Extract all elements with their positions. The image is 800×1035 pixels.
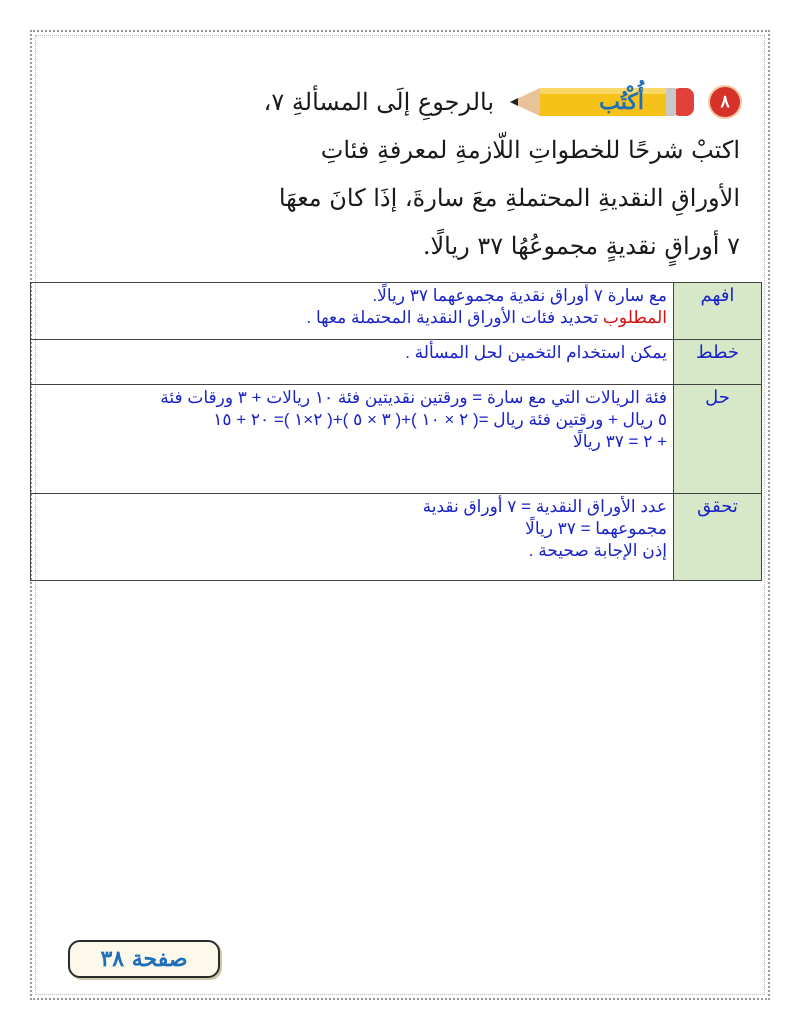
pencil-icon [500,82,700,122]
table-row-plan [31,340,762,385]
understand-line-2: المطلوب تحديد فئات الأوراق النقدية المحتملة معها . [306,308,667,327]
problem-line-2: اكتبْ شرحًا للخطواتِ اللّازمةِ لمعرفةِ فئاتِ [320,136,740,164]
step-label-verify: تحقق [674,494,762,581]
verify-line-1: عدد الأوراق النقدية = ٧ أوراق نقدية [422,497,667,516]
write-badge-label: أُكْتُب [599,89,644,115]
step-content-understand [31,283,674,340]
table-row-verify [31,494,762,581]
table-row-understand [31,283,762,340]
step-label-solve: حل [674,385,762,494]
verify-line-3: إذن الإجابة صحيحة . [528,541,667,560]
problem-line-3: الأوراقِ النقديةِ المحتملةِ معَ سارةَ، إذَا كانَ معهَا [278,184,740,212]
table-row-solve [31,385,762,494]
verify-line-2: مجموعهما = ٣٧ ريالًا [525,519,667,538]
problem-line-1: بالرجوعِ إلَى المسألةِ ٧، [263,88,494,116]
problem-statement [120,78,740,270]
question-number-badge: ٨ [710,87,740,117]
required-keyword: المطلوب [602,308,667,327]
step-content-solve [31,385,674,494]
solve-line-3: + ٢ = ٣٧ ريالًا [573,432,667,451]
solve-line-1: فئة الريالات التي مع سارة = ورقتين نقديتين فئة ١٠ ريالات + ٣ ورقات فئة [160,388,667,407]
step-content-verify [31,494,674,581]
plan-line-1: يمكن استخدام التخمين لحل المسألة . [405,343,667,362]
problem-header [120,78,740,126]
solve-line-2: ٥ ريال + ورقتين فئة ريال =( ٢ × ١٠ )+( ٣ × ٥ )+( ٢×١ )= ٢٠ + ١٥ [213,410,667,429]
step-content-plan [31,340,674,385]
step-label-plan: خطط [674,340,762,385]
solution-steps-table [30,282,762,581]
step-label-understand: افهم [674,283,762,340]
page-number: صفحة ٣٨ [68,940,220,978]
problem-line-4: ٧ أوراقٍ نقديةٍ مجموعُهُا ٣٧ ريالًا. [422,232,740,260]
understand-line-1: مع سارة ٧ أوراق نقدية مجموعهما ٣٧ ريالًا. [372,286,667,305]
